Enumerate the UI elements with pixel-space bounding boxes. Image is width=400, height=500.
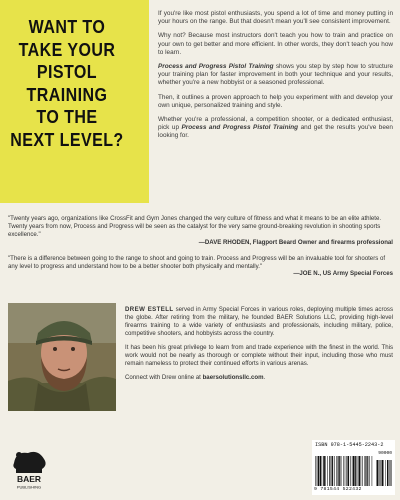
barcode-bar	[352, 456, 353, 486]
barcode-bar	[390, 460, 391, 486]
author-name: DREW ESTELL	[125, 306, 174, 313]
barcode-bar	[327, 456, 328, 486]
barcode-bar	[379, 460, 380, 486]
bio-text: served in Army Special Forces in various roles, deploying multiple times across the globe. After retiring from the military, he founded BAER Solutions LLC, providing high-level firearms training to a wide variety of enthusiasts and professionals, including military, police, competitive shooters, and hobbyists across the country.	[125, 306, 393, 337]
endorsements	[8, 215, 393, 286]
intro-paragraph: Then, it outlines a proven approach to help you experiment with and develop your own unique, personalized training and style.	[158, 93, 393, 109]
barcode-bar	[320, 456, 321, 486]
price-code: 90000	[378, 451, 392, 456]
endorsement-quote	[8, 215, 393, 247]
bio-paragraph	[125, 306, 393, 338]
endorsement-quote	[8, 255, 393, 279]
headline-line: PISTOL	[36, 62, 98, 83]
intro-paragraph	[158, 116, 393, 141]
barcode-bar	[385, 460, 386, 486]
barcode-bar	[317, 456, 318, 486]
barcode-bar	[387, 460, 388, 486]
author-photo	[8, 303, 116, 411]
headline-line: TO THE	[36, 107, 98, 128]
headline-line: NEXT LEVEL?	[10, 129, 124, 150]
barcode-bar	[382, 460, 384, 486]
intro-text: and get the results you've been looking for.	[158, 124, 393, 140]
barcode-bar	[389, 460, 390, 486]
barcode-bar	[338, 456, 339, 486]
barcode-bar	[362, 456, 363, 486]
barcode-bar	[380, 460, 381, 486]
bio-paragraph	[125, 374, 393, 382]
barcode-bar	[377, 460, 379, 486]
barcode-bar	[334, 456, 335, 486]
barcode-block	[312, 440, 395, 495]
barcode-bar	[341, 456, 342, 486]
quote-attribution: —DAVE RHODEN, Flagport Beard Owner and firearms professional	[198, 238, 393, 246]
barcode-bar	[384, 460, 385, 486]
isbn-label: ISBN 978-1-5445-2243-2	[315, 442, 384, 448]
barcode-bar	[346, 456, 347, 486]
barcode-bar	[369, 456, 370, 486]
book-title: Process and Progress Pistol Training	[158, 63, 274, 71]
intro-text: shows you step by step how to structure your training plan for faster improvement in both your technique and your results, whether you're a new hobbyist or a seasoned professional.	[158, 63, 394, 87]
barcode-bar	[336, 456, 337, 486]
intro-copy	[158, 10, 393, 147]
barcode-bar	[331, 456, 332, 486]
author-bio	[125, 306, 393, 388]
barcode-bar	[315, 456, 316, 486]
quote-text: "There is a difference between going to the range to shoot and going to train. Process and Progress will be an invaluable tool for shooters of any level to progress and understand how to be a better shooter both physically and mentally."	[8, 254, 386, 270]
barcode-number: 9 781544 522432	[314, 487, 362, 492]
barcode-bar	[332, 456, 333, 486]
barcode-bar	[353, 456, 355, 486]
barcode-bar	[318, 456, 320, 486]
logo-name: BAER	[16, 474, 42, 484]
barcode-bar	[365, 456, 366, 486]
intro-paragraph: Why not? Because most instructors don't teach you how to train and practice on your own to get better and more efficient. In other words, they don't teach you how to learn.	[158, 32, 393, 56]
barcode-bar	[355, 456, 356, 486]
back-cover-headline	[8, 16, 126, 152]
barcode-bar	[329, 456, 330, 486]
barcode-bar	[358, 456, 360, 486]
barcode-bar	[339, 456, 340, 486]
headline-line: TAKE YOUR	[18, 39, 116, 60]
barcode-bar	[322, 456, 323, 486]
barcode-bar	[366, 456, 367, 486]
barcode-bar	[372, 456, 373, 486]
quote-text: "Twenty years ago, organizations like CrossFit and Gym Jones changed the very culture of fitness and what it means to be an elite athlete. Twenty years from now, Process and Progress will be seen as the catalyst for the very same ground-breaking revolution in shooting sports excellence."	[8, 215, 382, 238]
author-website-link[interactable]: baersolutionsllc.com	[202, 374, 264, 381]
intro-paragraph	[158, 63, 393, 88]
barcode-bar	[345, 456, 346, 486]
barcode-bar	[325, 456, 326, 486]
intro-paragraph: If you're like most pistol enthusiasts, you spend a lot of time and money putting in your hours on the range. But that doesn't mean you'll see consistent improvement.	[158, 10, 393, 26]
barcode-bar	[347, 456, 349, 486]
barcode-bar	[343, 456, 344, 486]
bio-text: Connect with Drew online at	[125, 374, 203, 381]
barcode-bar	[367, 456, 368, 486]
quote-attribution: —JOE N., US Army Special Forces	[293, 270, 393, 278]
barcode-bars	[314, 450, 394, 486]
barcode-bar	[350, 456, 351, 486]
book-title: Process and Progress Pistol Training	[181, 124, 299, 132]
logo-subtext: PUBLISHING	[16, 484, 42, 490]
barcode-bar	[392, 460, 393, 486]
bio-paragraph: It has been his great privilege to learn from and trade experience with the finest in the world. This work would not be nearly as thorough or complete without their input, including those who must remain nameless to protect their continued efforts in various arenas.	[125, 344, 393, 367]
barcode-bar	[323, 456, 325, 486]
headline-line: TRAINING	[26, 84, 108, 105]
publisher-logo	[8, 447, 50, 491]
intro-text: Whether you're a professional, a competition shooter, or a dedicated enthusiast, pick up	[158, 116, 393, 132]
headline-line: WANT TO	[28, 17, 106, 37]
barcode-bar	[357, 456, 358, 486]
bio-text: .	[263, 374, 266, 381]
barcode-bar	[361, 456, 362, 486]
